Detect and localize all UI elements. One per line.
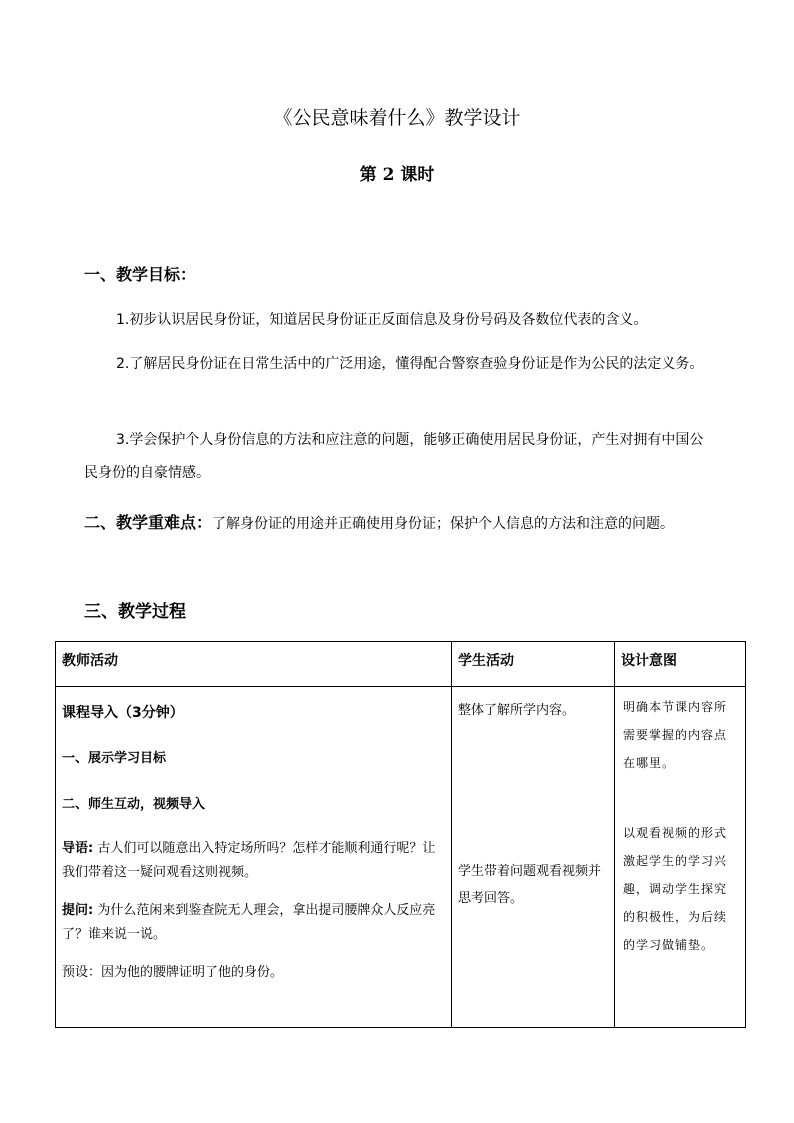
student-activity-1: 整体了解所学内容。 [458, 703, 576, 718]
document-subtitle: 第 2 课时 [359, 165, 435, 185]
table-header-row [56, 642, 746, 687]
guide-text: 古人们可以随意出入特定场所吗？怎样才能顺利通行呢？让我们带着这一疑问观看这则视频。 [62, 841, 436, 880]
question-text: 为什么范闲来到鉴查院无人理会，拿出提司腰牌众人反应亮了？谁来说一说。 [62, 903, 436, 942]
key-points-text: 了解身份证的用途并正确使用身份证；保护个人信息的方法和注意的问题。 [212, 516, 675, 532]
question-label: 提问: [62, 903, 94, 918]
document-title: 《公民意味着什么》教学设计 [273, 107, 521, 129]
question-paragraph [62, 899, 445, 947]
section-heading-objectives: 一、教学目标： [84, 265, 197, 284]
section-heading-process: 三、教学过程 [84, 602, 186, 622]
student-activity-cell [452, 687, 614, 922]
design-intent-cell [615, 687, 745, 965]
objective-item-1: 1.初步认识居民身份证，知道居民身份证正反面信息及身份号码及各数位代表的含义。 [116, 312, 648, 328]
step-show-objectives: 一、展示学习目标 [62, 751, 167, 766]
guide-label: 导语: [62, 841, 94, 856]
step-interaction-video: 二、师生互动，视频导入 [62, 797, 206, 812]
header-student-activity: 学生活动 [458, 653, 514, 669]
student-activity-2: 学生带着问题观看视频并思考回答。 [458, 864, 602, 906]
design-intent-2: 以观看视频的形式激起学生的学习兴趣，调动学生探究的积极性，为后续的学习做铺垫。 [623, 826, 728, 952]
objective-item-3: 3.学会保护个人身份信息的方法和应注意的问题，能够正确使用居民身份证，产生对拥有中国公民身份的自豪情感。 [84, 432, 704, 481]
preset-answer: 预设：因为他的腰牌证明了他的身份。 [62, 965, 284, 980]
teaching-process-table [55, 641, 746, 1028]
intro-title: 课程导入（3分钟） [62, 705, 184, 721]
section-heading-key-points: 二、教学重难点： [84, 513, 213, 532]
header-teacher-activity: 教师活动 [62, 653, 118, 669]
teacher-activity-cell [56, 687, 451, 985]
header-design-intent: 设计意图 [621, 653, 677, 669]
design-intent-1: 明确本节课内容所需要掌握的内容点在哪里。 [623, 700, 728, 770]
guide-paragraph [62, 837, 445, 885]
key-points-paragraph [84, 505, 714, 542]
objective-item-2: 2.了解居民身份证在日常生活中的广泛用途，懂得配合警察查验身份证是作为公民的法定义务。 [116, 356, 704, 372]
table-row [56, 687, 746, 1028]
